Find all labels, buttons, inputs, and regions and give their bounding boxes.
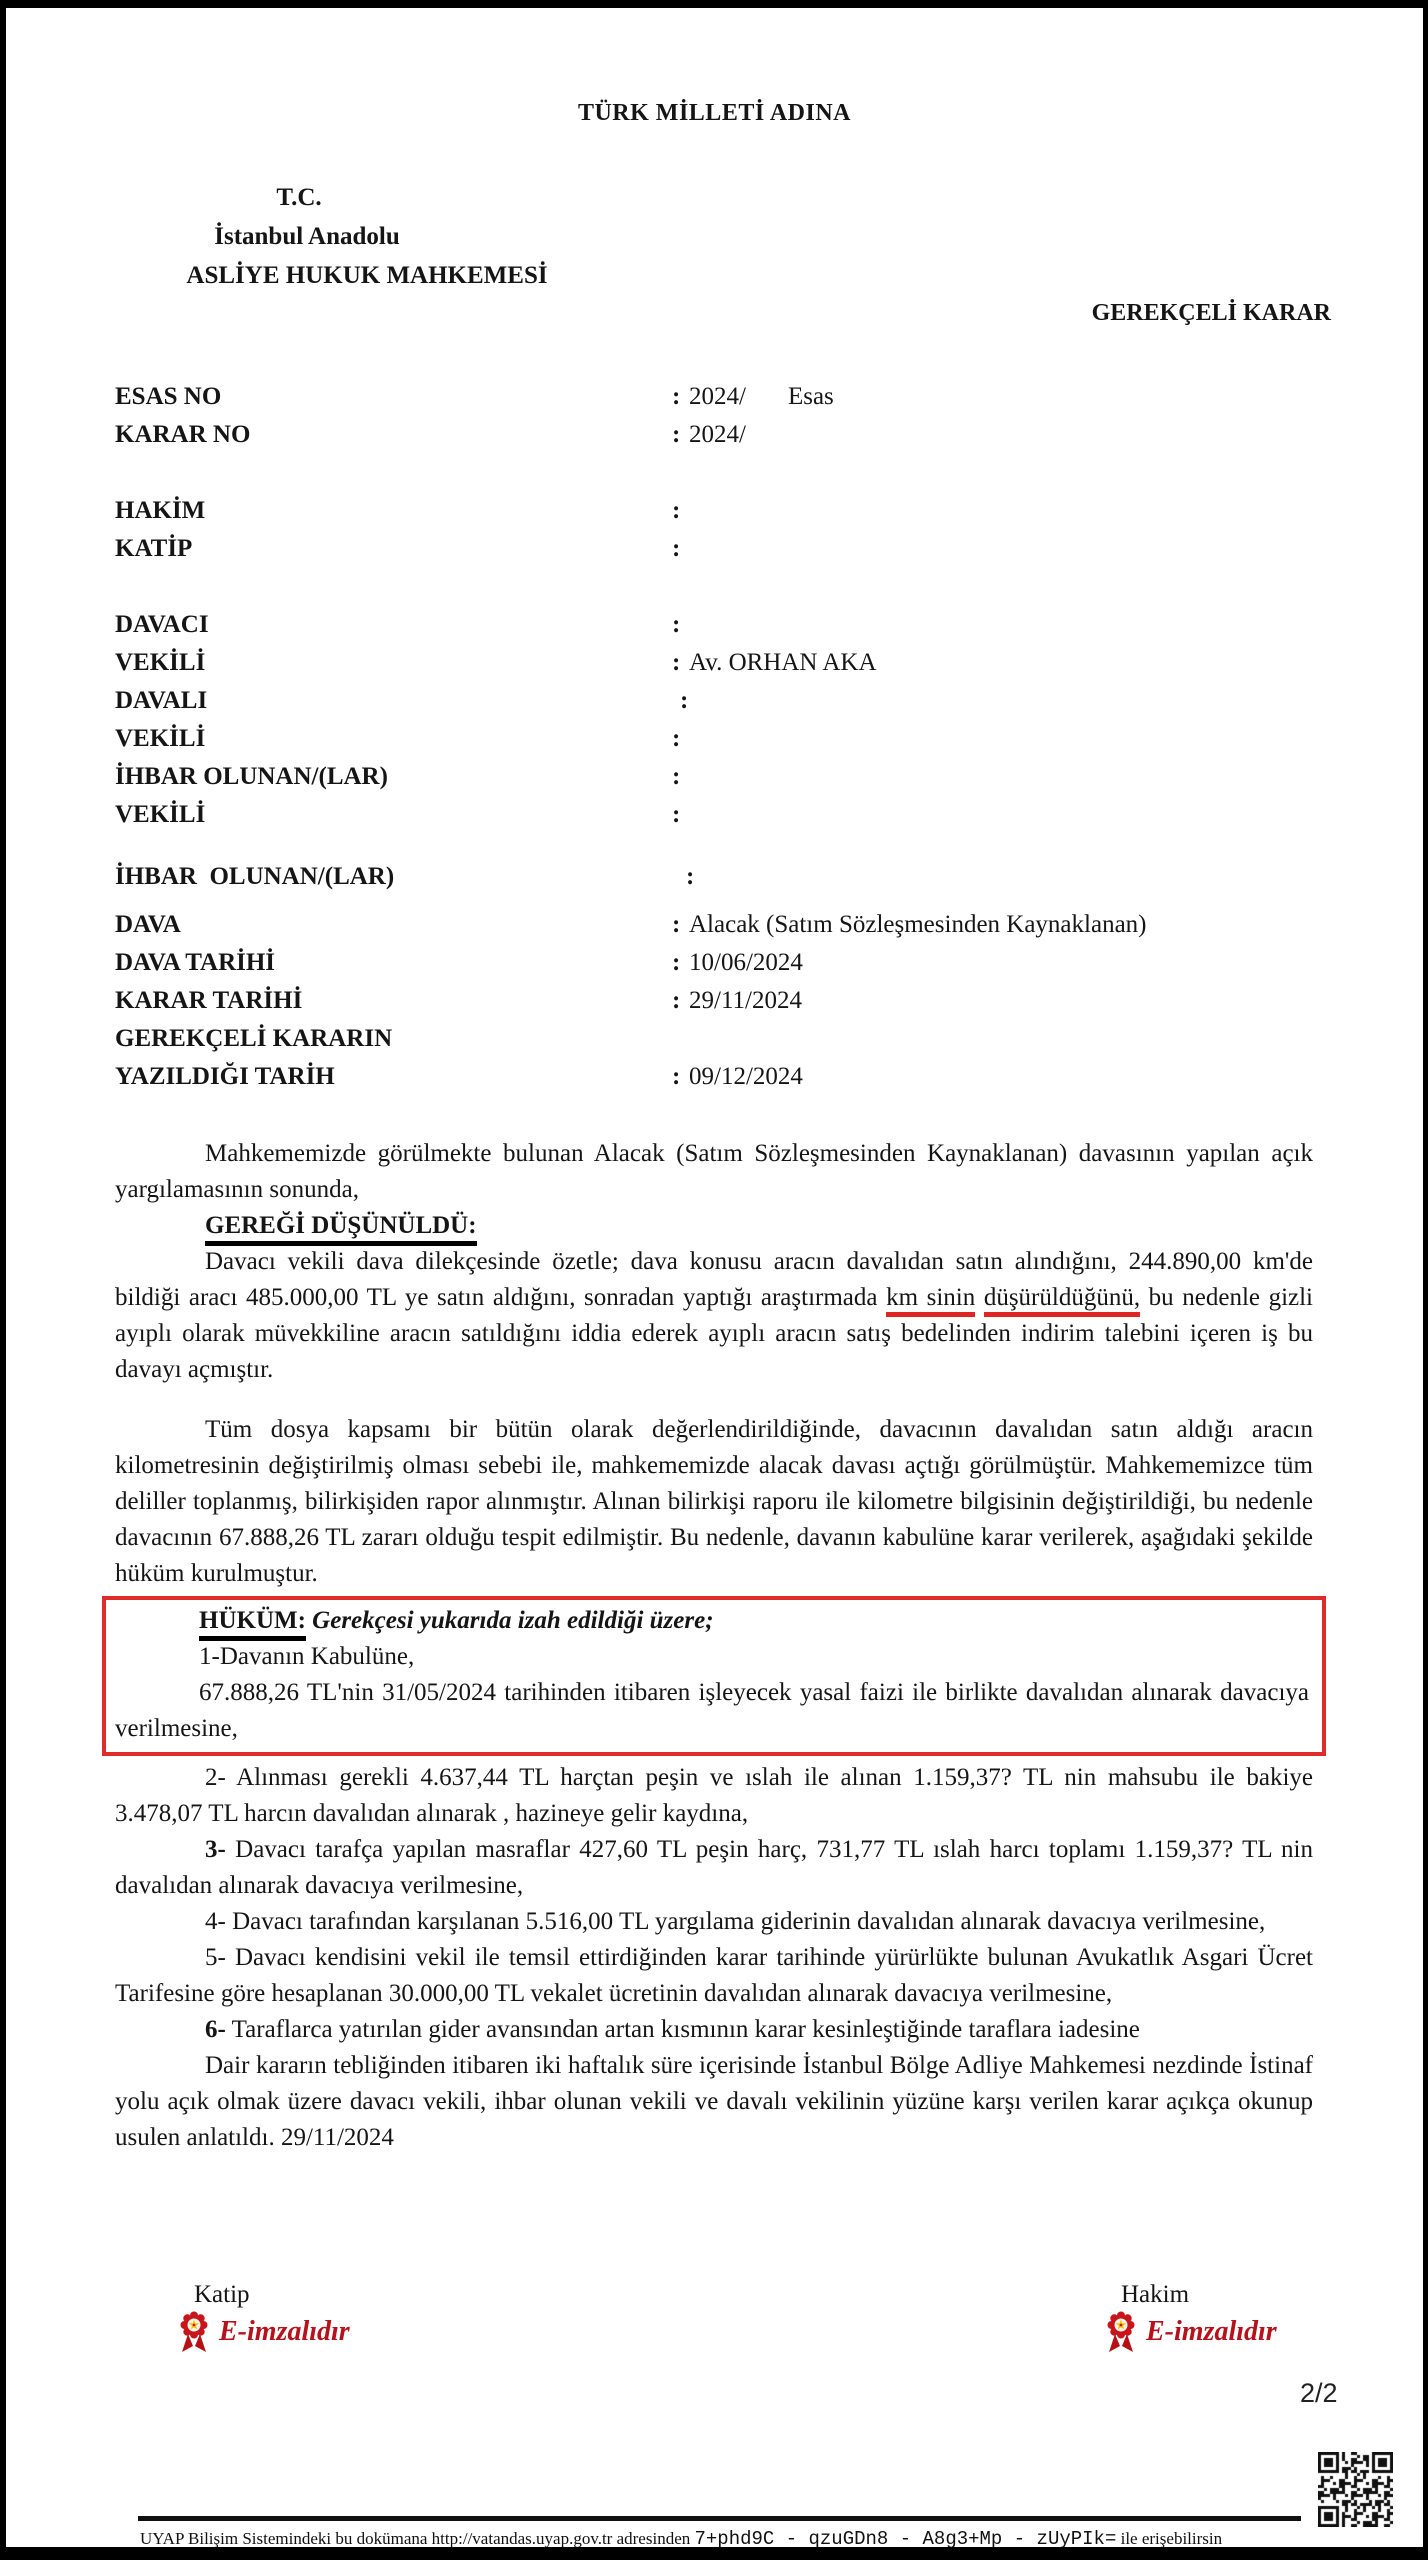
field-row [115, 530, 1330, 568]
field-label: KARAR TARİHİ [115, 987, 303, 1014]
field-row [115, 906, 1330, 944]
text-run: düşürüldüğünü, [984, 1284, 1140, 1317]
field-colon: : [672, 1063, 681, 1090]
field-label: DAVA TARİHİ [115, 949, 276, 976]
field-colon: : [672, 949, 681, 976]
field-label: DAVA [115, 911, 181, 938]
field-label: DAVALI [115, 687, 208, 714]
field-label: KATİP [115, 535, 193, 562]
signature-role-label: Katip [194, 2281, 250, 2308]
field-label: İHBAR OLUNAN/(LAR) [115, 863, 395, 890]
body-paragraph [115, 1832, 1313, 1904]
field-value: 10/06/2024 [689, 949, 803, 976]
field-colon: : [672, 611, 681, 638]
field-label: İHBAR OLUNAN/(LAR) [115, 763, 388, 790]
field-row [115, 944, 1330, 982]
field-row [115, 1058, 1330, 1096]
field-row [115, 682, 1330, 720]
text-run: HÜKÜM: [199, 1607, 306, 1641]
text-run: Davacı tarafça yapılan masraflar 427,60 TL peşin harç, 731,77 TL ıslah harcı toplamı 1.159,37? TL nin davalıdan alınarak davacıya verilmesine, [115, 1836, 1313, 1899]
field-label: ESAS NO [115, 383, 222, 410]
text-run: GEREĞİ DÜŞÜNÜLDÜ: [205, 1212, 477, 1246]
field-value-extra: Esas [787, 383, 834, 410]
text-run: 4- Davacı tarafından karşılanan 5.516,00 TL yargılama giderinin davalıdan alınarak davacıya verilmesine, [205, 1908, 1266, 1935]
field-row [115, 492, 1330, 530]
document-type-title: GEREKÇELİ KARAR [1091, 300, 1331, 326]
text-run: Taraflarca yatırılan gider avansından artan kısmının karar kesinleştiğinde taraflara iadesine [225, 2016, 1140, 2043]
field-label: VEKİLİ [115, 725, 206, 752]
text-run: Mahkememizde görülmekte bulunan Alacak (Satım Sözleşmesinden Kaynaklanan) davasının yapılan açık yargılamasının sonunda, [115, 1140, 1313, 1203]
signature-judge [1105, 2281, 1277, 2354]
body-paragraph [115, 1760, 1313, 1832]
case-fields-table [115, 378, 1330, 1096]
field-row [115, 796, 1330, 834]
field-label: GEREKÇELİ KARARIN [115, 1025, 393, 1052]
body-paragraph [115, 1136, 1313, 1208]
text-run: Davacı vekili dava dilekçesinde özetle; dava konusu aracın davalıdan satın alındığını, 244.890,00 km'de bildiği aracı 485.000,00 TL ye satın aldığını, sonradan yaptığı araştırmada [115, 1248, 1313, 1311]
body-paragraph [115, 1208, 1313, 1244]
field-label: HAKİM [115, 497, 206, 524]
field-colon: : [680, 687, 689, 714]
field-value: 2024/ [689, 421, 746, 448]
esignature-stamp [178, 2310, 350, 2354]
field-spacer [115, 568, 1330, 606]
text-run: 5- Davacı kendisini vekil ile temsil ettirdiğinden karar tarihinde yürürlükte bulunan Avukatlık Asgari Ücret Tarifesine göre hesaplanan 30.000,00 TL vekalet ücretinin davalıdan alınarak davacıya verilmesine, [115, 1944, 1313, 2007]
field-colon: : [672, 725, 681, 752]
esignature-text: E-imzalıdır [1146, 2316, 1277, 2347]
footer-divider [138, 2516, 1301, 2521]
field-colon: : [672, 763, 681, 790]
field-row [115, 720, 1330, 758]
text-run: 3- [205, 1836, 226, 1863]
field-row [115, 606, 1330, 644]
page-number: 2/2 [1300, 2378, 1338, 2408]
verdict-highlight-box [102, 1596, 1326, 1756]
text-run: Tüm dosya kapsamı bir bütün olarak değerlendirildiğinde, davacının davalıdan satın aldığı aracın kilometresinin değiştirilmiş olması sebebi ile, mahkememizde alacak davası açtığı görülmüştür. Mahkememizce tüm deliller toplanmış, bilirkişiden rapor alınmıştır. Alınan bilirkişi raporu ile kilometre bilgisinin değiştirildiği, bu nedenle davacının 67.888,26 TL zararı olduğu tespit edilmiştir. Bu nedenle, davanın kabulüne karar verilerek, aşağıdaki şekilde hüküm kurulmuştur. [115, 1416, 1313, 1587]
signature-clerk [178, 2281, 350, 2354]
field-row [115, 644, 1330, 682]
text-run: 1-Davanın Kabulüne, [199, 1643, 415, 1670]
field-label: DAVACI [115, 611, 209, 638]
field-colon: : [672, 535, 681, 562]
esignature-text: E-imzalıdır [219, 2316, 350, 2347]
field-value: Av. ORHAN AKA [689, 649, 877, 676]
text-run: 6- [205, 2016, 226, 2043]
field-colon: : [672, 383, 681, 410]
text-run: km sinin [886, 1284, 975, 1317]
seal-icon [1105, 2310, 1137, 2354]
field-label: VEKİLİ [115, 801, 206, 828]
court-header-city: İstanbul Anadolu [214, 223, 400, 250]
field-value: 2024/ Esas [689, 383, 834, 410]
field-colon: : [672, 649, 681, 676]
text-run: Dair kararın tebliğinden itibaren iki haftalık süre içerisinde İstanbul Bölge Adliye Mahkemesi nezdinde İstinaf yolu açık olmak üzere davacı vekili, ihbar olunan vekili ve davalı vekilinin yüzüne karşı verilen karar açıkça okunup usulen anlatıldı. 29/11/2024 [115, 2052, 1313, 2151]
field-label: VEKİLİ [115, 649, 206, 676]
body-paragraph [115, 2012, 1313, 2048]
seal-icon [178, 2310, 210, 2354]
footer-prefix: UYAP Bilişim Sistemindeki bu dokümana http://vatandas.uyap.gov.tr adresinden [140, 2529, 691, 2548]
decision-body [115, 1136, 1313, 2156]
field-row [115, 858, 1330, 896]
national-header-title: TÜRK MİLLETİ ADINA [577, 100, 852, 126]
field-value: 09/12/2024 [689, 1063, 803, 1090]
footer-access-code: 7+phd9C - qzuGDn8 - A8g3+Mp - zUyPIk= [694, 2528, 1117, 2550]
field-colon: : [672, 987, 681, 1014]
text-run: 2- Alınması gerekli 4.637,44 TL harçtan peşin ve ıslah ile alınan 1.159,37? TL nin mahsubu ile bakiye 3.478,07 TL harcın davalıdan alınarak , hazineye gelir kaydına, [115, 1764, 1313, 1827]
field-colon: : [686, 863, 695, 890]
text-run: Gerekçesi yukarıda izah edildiği üzere; [312, 1607, 714, 1634]
uyap-footer [140, 2528, 1222, 2550]
field-row [115, 1020, 1330, 1058]
text-run: bu nedenle gizli ayıplı olarak müvekkiline aracın satıldığını iddia ederek ayıplı aracın satış bedelinden indirim talebini içeren iş bu davayı açmıştır. [115, 1284, 1313, 1383]
body-paragraph [115, 1940, 1313, 2012]
body-paragraph [115, 2048, 1313, 2156]
body-paragraph [115, 1412, 1313, 1592]
verdict-paragraph [115, 1603, 1309, 1639]
field-label: YAZILDIĞI TARİH [115, 1063, 335, 1090]
signature-role-label: Hakim [1121, 2281, 1190, 2308]
esignature-stamp [1105, 2310, 1277, 2354]
field-colon: : [672, 801, 681, 828]
field-row [115, 758, 1330, 796]
field-spacer [115, 454, 1330, 492]
field-label: KARAR NO [115, 421, 251, 448]
field-value: Alacak (Satım Sözleşmesinden Kaynaklanan) [689, 911, 1147, 938]
text-run [975, 1284, 984, 1311]
verdict-paragraph [115, 1639, 1309, 1675]
field-row [115, 982, 1330, 1020]
body-paragraph [115, 1244, 1313, 1388]
body-paragraph [115, 1904, 1313, 1940]
qr-code [1318, 2452, 1393, 2527]
court-header-tc: T.C. [276, 184, 322, 211]
field-row [115, 378, 1330, 416]
verdict-paragraph [115, 1675, 1309, 1747]
field-colon: : [672, 911, 681, 938]
field-colon: : [672, 497, 681, 524]
court-header-name: ASLİYE HUKUK MAHKEMESİ [186, 262, 548, 289]
field-value: 29/11/2024 [689, 987, 802, 1014]
text-run: 67.888,26 TL'nin 31/05/2024 tarihinden itibaren işleyecek yasal faizi ile birlikte davalıdan alınarak davacıya verilmesine, [115, 1679, 1309, 1742]
field-row [115, 416, 1330, 454]
footer-suffix: ile erişebilirsin [1120, 2529, 1223, 2548]
field-colon: : [672, 421, 681, 448]
